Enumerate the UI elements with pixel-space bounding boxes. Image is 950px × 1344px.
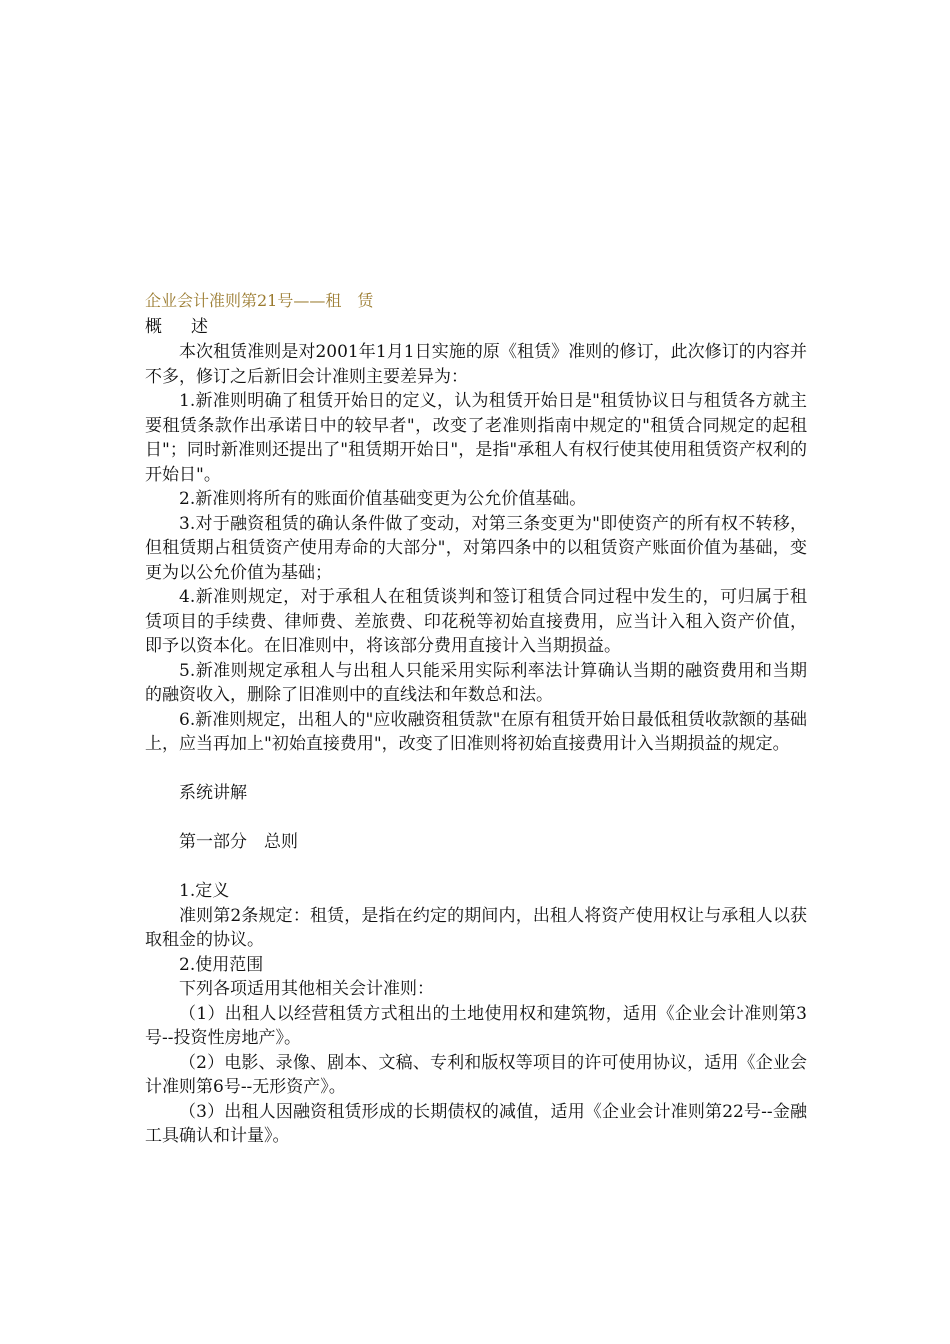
document-page: [145, 288, 807, 1149]
overview-paragraph: 本次租赁准则是对2001年1月1日实施的原《租赁》准则的修订，此次修订的内容并不多，修订之后新旧会计准则主要差异为：: [145, 342, 807, 387]
scope-item: （1）出租人以经营租赁方式租出的土地使用权和建筑物，适用《企业会计准则第3号--投资性房地产》。: [145, 1003, 807, 1048]
part-heading: 第一部分 总则: [179, 832, 298, 852]
spacer: [145, 855, 807, 880]
overview-paragraph: 5.新准则规定承租人与出租人只能采用实际利率法计算确认当期的融资费用和当期的融资收入，删除了旧准则中的直线法和年数总和法。: [145, 660, 807, 705]
spacer: [145, 757, 807, 782]
scope-heading: 2.使用范围: [179, 954, 264, 975]
scope-intro: 下列各项适用其他相关会计准则：: [179, 979, 434, 999]
overview-heading: 概 述: [145, 317, 214, 337]
scope-item: （2）电影、录像、剧本、文稿、专利和版权等项目的许可使用协议，适用《企业会计准则第6号--无形资产》。: [145, 1052, 807, 1097]
document-title: 企业会计准则第21号——租 赁: [145, 291, 374, 310]
system-heading: 系统讲解: [179, 783, 247, 803]
definition-heading: 1.定义: [179, 881, 230, 901]
overview-paragraph: 4.新准则规定，对于承租人在租赁谈判和签订租赁合同过程中发生的，可归属于租赁项目的手续费、律师费、差旅费、印花税等初始直接费用，应当计入租入资产价值，即予以资本化。在旧准则中，将该部分费用直接计入当期损益。: [145, 587, 807, 656]
overview-paragraph: 6.新准则规定，出租人的"应收融资租赁款"在原有租赁开始日最低租赁收款额的基础上，应当再加上"初始直接费用"，改变了旧准则将初始直接费用计入当期损益的规定。: [145, 709, 807, 754]
overview-paragraph: 2.新准则将所有的账面价值基础变更为公允价值基础。: [179, 489, 587, 509]
scope-item: （3）出租人因融资租赁形成的长期债权的减值，适用《企业会计准则第22号--金融工具确认和计量》。: [145, 1101, 807, 1146]
overview-paragraph: 3.对于融资租赁的确认条件做了变动，对第三条变更为"即使资产的所有权不转移，但租赁期占租赁资产使用寿命的大部分"，对第四条中的以租赁资产账面价值为基础，变更为以公允价值为基础；: [145, 513, 807, 583]
overview-paragraph: 1.新准则明确了租赁开始日的定义，认为租赁开始日是"租赁协议日与租赁各方就主要租赁条款作出承诺日中的较早者"，改变了老准则指南中规定的"租赁合同规定的起租日"；同时新准则还提出了"租赁期开始日"，是指"承租人有权行使其使用租赁资产权利的开始日"。: [145, 391, 807, 485]
definition-text: 准则第2条规定：租赁，是指在约定的期间内，出租人将资产使用权让与承租人以获取租金的协议。: [145, 905, 807, 950]
spacer: [145, 806, 807, 831]
